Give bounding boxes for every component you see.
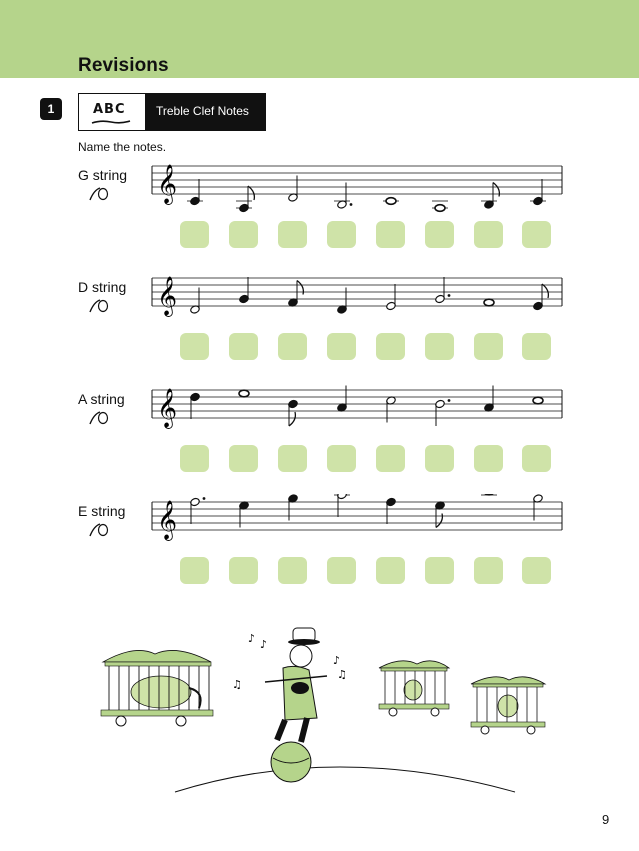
answer-box[interactable] xyxy=(376,221,405,248)
answer-box[interactable] xyxy=(522,445,551,472)
treble-clef-icon: 𝄞 xyxy=(157,164,178,204)
elephant-cage-icon xyxy=(101,650,213,726)
abc-icon xyxy=(79,94,145,130)
note xyxy=(386,497,397,524)
note xyxy=(533,397,543,404)
bow-icon xyxy=(88,296,110,314)
answer-box[interactable] xyxy=(425,557,454,584)
answer-box[interactable] xyxy=(425,445,454,472)
note xyxy=(484,299,494,306)
answer-box[interactable] xyxy=(278,445,307,472)
treble-clef-icon: 𝄞 xyxy=(157,500,178,540)
note xyxy=(239,277,250,304)
bow-icon xyxy=(88,408,110,426)
answer-box[interactable] xyxy=(180,445,209,472)
note xyxy=(435,501,446,528)
answer-box[interactable] xyxy=(474,445,503,472)
note xyxy=(288,176,299,203)
bow-icon xyxy=(88,184,110,202)
exercise-number-badge: 1 xyxy=(40,98,62,120)
svg-text:♫: ♫ xyxy=(337,668,347,681)
answer-box[interactable] xyxy=(474,557,503,584)
treble-clef-icon: 𝄞 xyxy=(157,388,178,428)
answer-box[interactable] xyxy=(180,221,209,248)
answer-box[interactable] xyxy=(180,557,209,584)
note xyxy=(435,277,451,304)
note xyxy=(239,501,250,528)
answer-box[interactable] xyxy=(229,557,258,584)
note xyxy=(190,497,206,524)
note xyxy=(481,183,499,210)
string-label: E string xyxy=(78,503,126,519)
answer-box[interactable] xyxy=(229,221,258,248)
answer-box[interactable] xyxy=(327,557,356,584)
answer-box[interactable] xyxy=(522,557,551,584)
staff xyxy=(150,270,564,330)
note xyxy=(334,183,352,210)
answer-box[interactable] xyxy=(278,557,307,584)
note xyxy=(386,284,397,311)
note xyxy=(435,399,451,426)
svg-text:♫: ♫ xyxy=(232,678,242,691)
note xyxy=(337,288,348,315)
note xyxy=(383,198,399,205)
svg-text:♪: ♪ xyxy=(333,654,341,667)
note xyxy=(334,494,350,517)
note xyxy=(190,392,201,419)
bear-cage-icon xyxy=(471,677,545,734)
answer-box[interactable] xyxy=(474,221,503,248)
note xyxy=(288,494,299,521)
page-title: Revisions xyxy=(78,55,169,76)
note xyxy=(386,396,397,423)
answer-box[interactable] xyxy=(376,445,405,472)
note xyxy=(288,281,304,308)
answer-box[interactable] xyxy=(425,333,454,360)
note xyxy=(484,386,495,413)
note xyxy=(187,179,203,206)
exercise-title-box xyxy=(78,93,266,131)
string-label: D string xyxy=(78,279,127,295)
circus-illustration xyxy=(95,622,555,797)
bow-icon xyxy=(88,520,110,538)
note xyxy=(481,494,497,495)
note xyxy=(533,494,544,521)
note xyxy=(288,399,299,426)
note xyxy=(530,179,546,206)
answer-box[interactable] xyxy=(376,333,405,360)
string-label: G string xyxy=(78,167,128,183)
answer-box[interactable] xyxy=(327,333,356,360)
note xyxy=(432,201,448,211)
exercise-title: Treble Clef Notes xyxy=(145,94,265,130)
note xyxy=(190,288,201,315)
answer-box[interactable] xyxy=(278,333,307,360)
note xyxy=(239,390,249,397)
answer-box[interactable] xyxy=(278,221,307,248)
answer-box[interactable] xyxy=(522,333,551,360)
note xyxy=(533,284,549,311)
staff xyxy=(150,158,564,218)
instruction-text: Name the notes. xyxy=(78,140,167,154)
staff xyxy=(150,494,564,554)
note xyxy=(337,386,348,413)
answer-box[interactable] xyxy=(327,445,356,472)
string-label: A string xyxy=(78,391,125,407)
answer-box[interactable] xyxy=(229,445,258,472)
answer-box[interactable] xyxy=(229,333,258,360)
answer-box[interactable] xyxy=(474,333,503,360)
answer-box[interactable] xyxy=(522,221,551,248)
answer-box[interactable] xyxy=(180,333,209,360)
violinist-figure-icon xyxy=(232,628,347,782)
note xyxy=(236,186,254,213)
answer-box[interactable] xyxy=(425,221,454,248)
answer-box[interactable] xyxy=(376,557,405,584)
svg-text:♪: ♪ xyxy=(248,632,256,645)
answer-box[interactable] xyxy=(327,221,356,248)
staff xyxy=(150,382,564,442)
abc-label: ABC xyxy=(93,102,126,117)
pencil-underline-icon xyxy=(91,119,131,125)
treble-clef-icon: 𝄞 xyxy=(157,276,178,316)
monkey-cage-icon xyxy=(379,661,449,716)
page-number: 9 xyxy=(602,812,610,827)
svg-text:♪: ♪ xyxy=(260,638,268,651)
